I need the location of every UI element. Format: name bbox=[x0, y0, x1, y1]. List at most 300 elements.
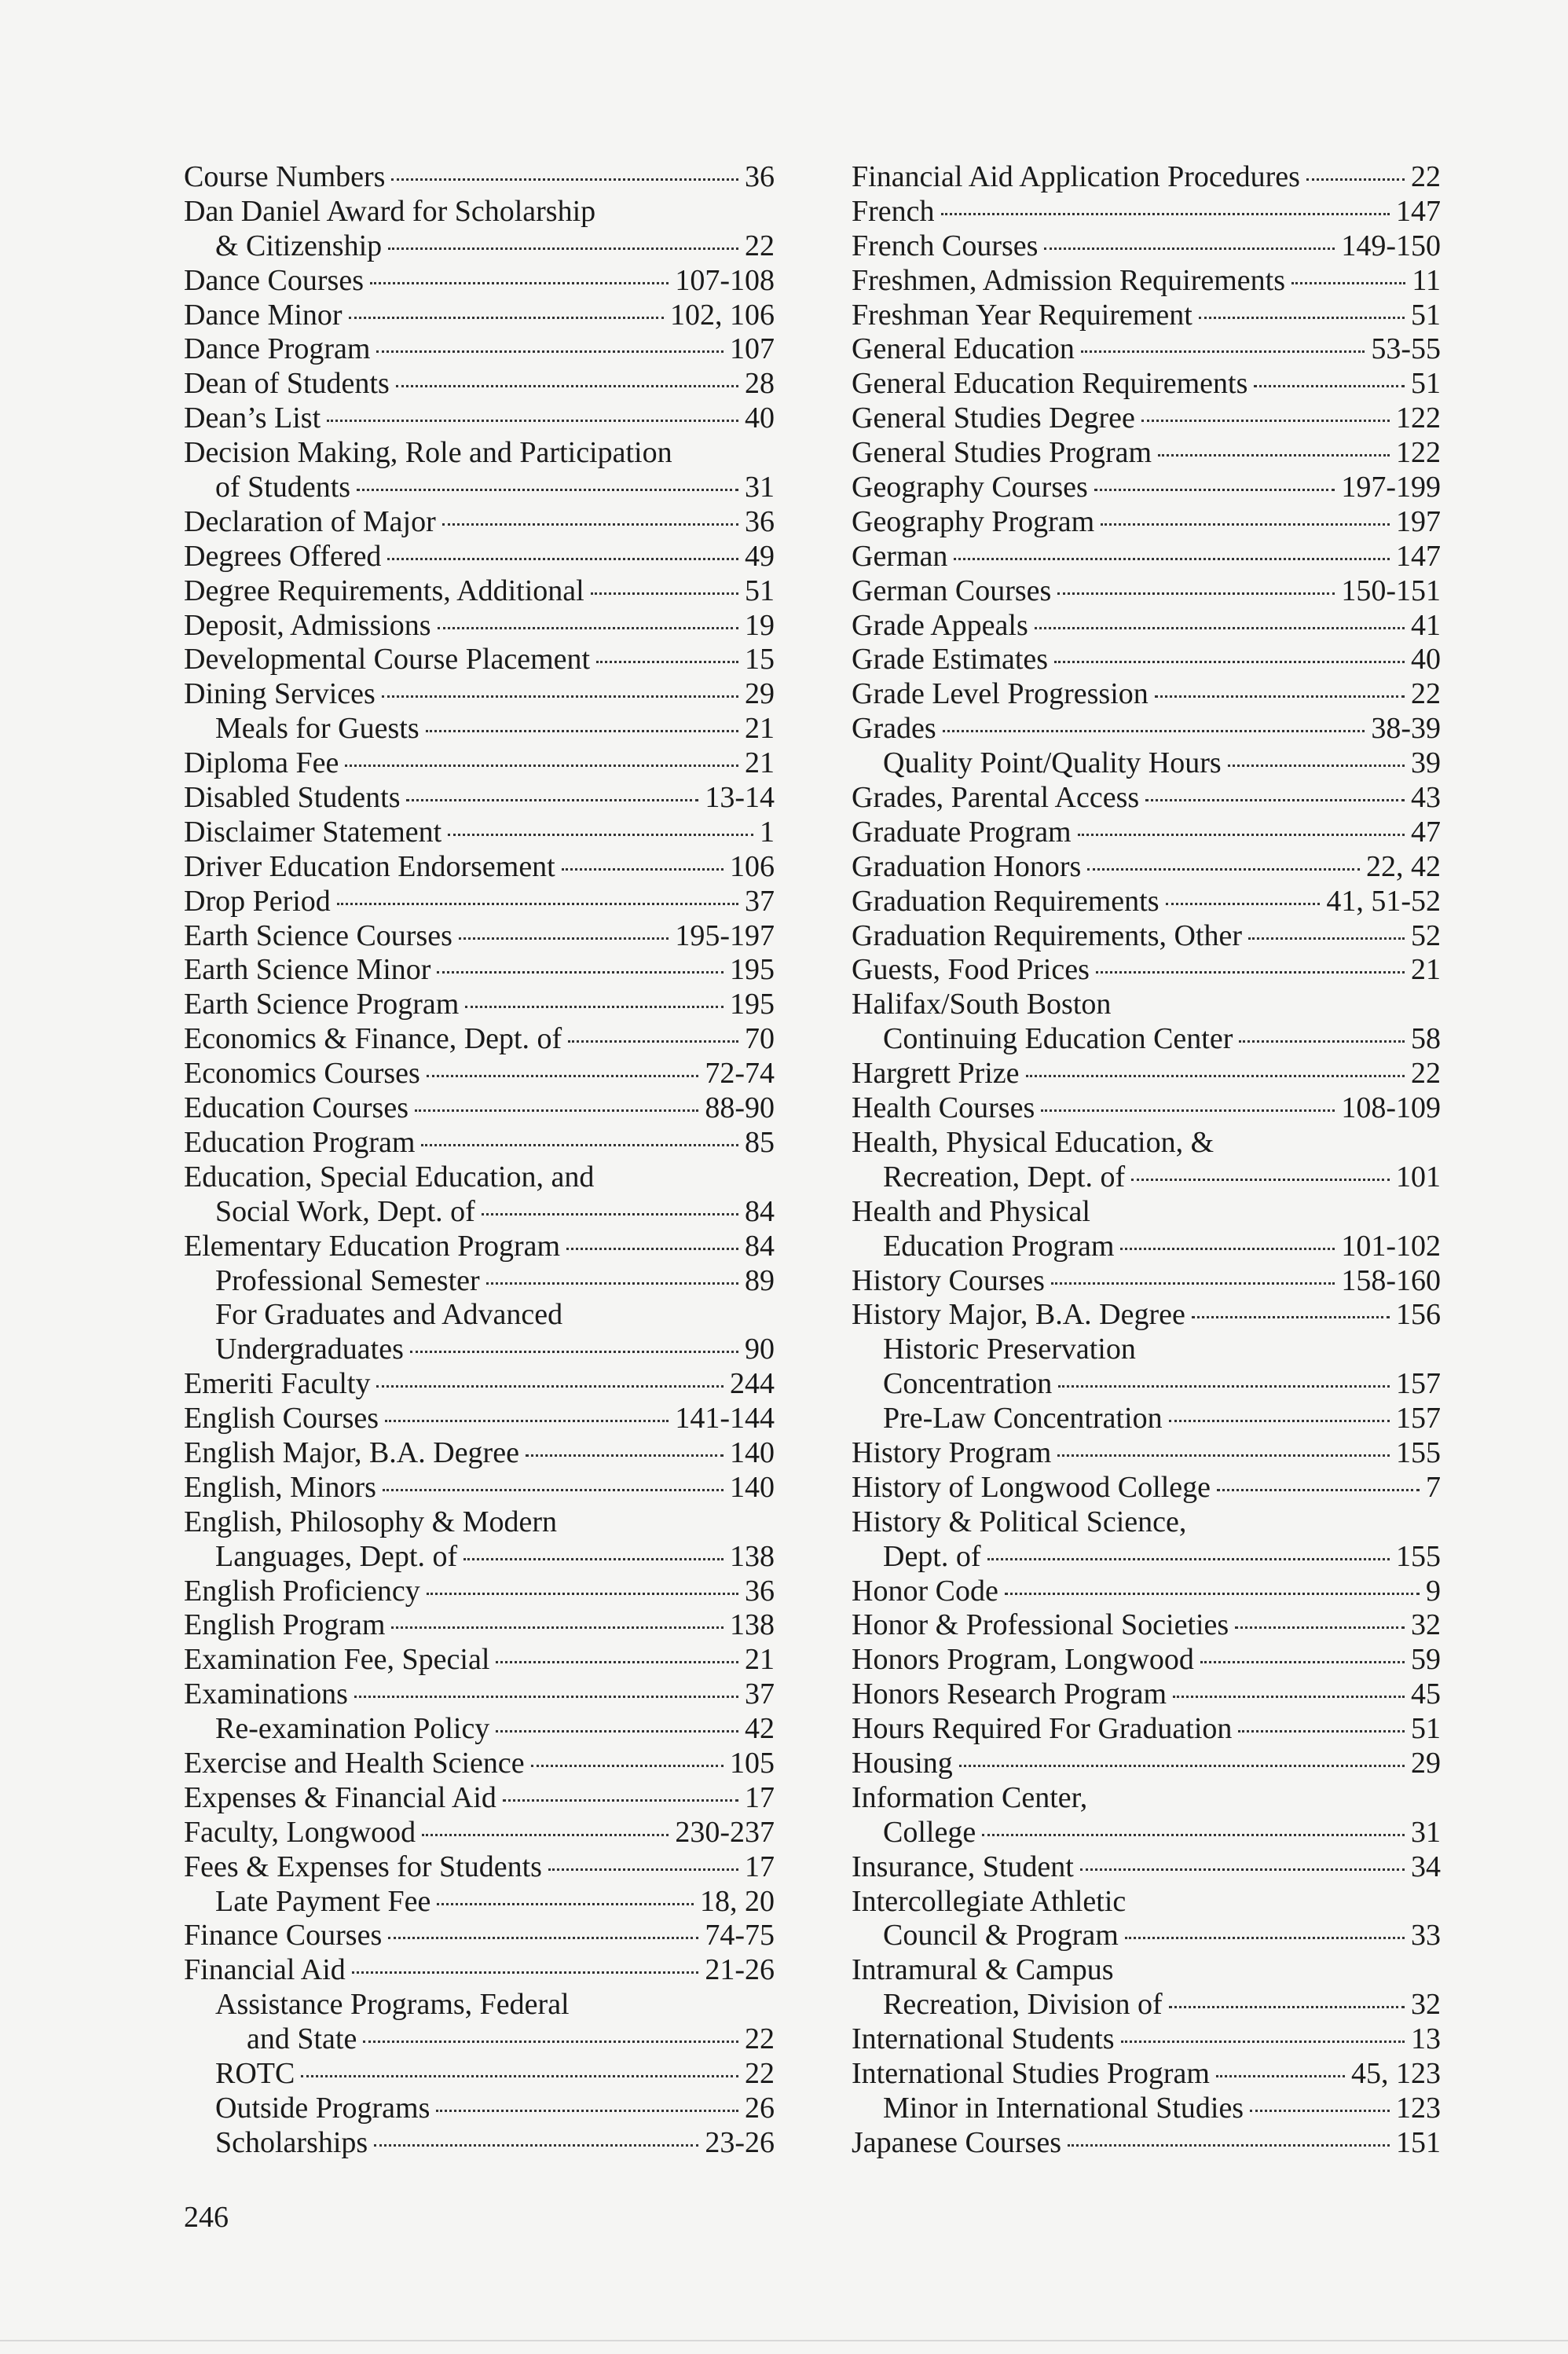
index-entry-label: Freshman Year Requirement bbox=[852, 298, 1192, 332]
index-entry bbox=[184, 2092, 775, 2126]
index-entry-label: Graduation Requirements bbox=[852, 884, 1160, 918]
index-entry-label: History & Political Science, bbox=[852, 1505, 1187, 1538]
index-entry bbox=[852, 1160, 1441, 1195]
index-entry bbox=[184, 643, 775, 677]
index-entry bbox=[852, 1505, 1441, 1540]
index-entry bbox=[184, 505, 775, 540]
index-entry bbox=[852, 850, 1441, 885]
index-entry-label: Graduation Honors bbox=[852, 849, 1082, 883]
index-entry-page: 41, 51-52 bbox=[1326, 884, 1441, 918]
dot-leader bbox=[1087, 868, 1360, 871]
index-column-left bbox=[184, 160, 775, 2161]
index-entry bbox=[852, 1712, 1441, 1747]
index-entry bbox=[852, 436, 1441, 471]
index-entry-label: Examination Fee, Special bbox=[184, 1643, 490, 1677]
index-entry-label: Geography Program bbox=[852, 504, 1095, 538]
dot-leader bbox=[427, 1075, 699, 1077]
index-entry-label: French Courses bbox=[852, 229, 1039, 262]
dot-leader bbox=[1235, 1626, 1405, 1629]
dot-leader bbox=[345, 764, 738, 767]
index-entry bbox=[852, 953, 1441, 988]
index-entry-page: 244 bbox=[730, 1367, 775, 1401]
index-entry-label: General Education bbox=[852, 332, 1075, 366]
index-entry-page: 105 bbox=[730, 1746, 775, 1780]
index-entry-label: Honors Research Program bbox=[852, 1678, 1167, 1711]
index-entry-label: Developmental Course Placement bbox=[184, 643, 591, 676]
index-entry-page: 156 bbox=[1396, 1298, 1441, 1332]
index-entry bbox=[184, 885, 775, 919]
index-entry bbox=[184, 850, 775, 885]
dot-leader bbox=[437, 971, 724, 974]
index-entry-label: Dining Services bbox=[184, 677, 376, 711]
dot-leader bbox=[1239, 1040, 1405, 1043]
index-entry bbox=[852, 816, 1441, 850]
dot-leader bbox=[1121, 2040, 1405, 2043]
dot-leader bbox=[1250, 2110, 1390, 2112]
index-entry-page: 22 bbox=[745, 2022, 775, 2056]
dot-leader bbox=[357, 489, 738, 491]
index-entry-label: College bbox=[883, 1815, 976, 1849]
dot-leader bbox=[385, 1420, 669, 1422]
index-entry bbox=[852, 540, 1441, 574]
index-entry bbox=[852, 643, 1441, 677]
index-entry-page: 40 bbox=[745, 402, 775, 435]
index-entry bbox=[852, 1367, 1441, 1402]
index-entry-label: & Citizenship bbox=[215, 229, 383, 262]
index-entry bbox=[184, 332, 775, 367]
index-entry-label: International Studies Program bbox=[852, 2056, 1210, 2090]
index-entry bbox=[184, 919, 775, 954]
index-entry-label: Exercise and Health Science bbox=[184, 1746, 525, 1780]
index-entry-label: Education Program bbox=[184, 1125, 416, 1159]
index-entry-page: 34 bbox=[1411, 1850, 1441, 1883]
index-entry bbox=[852, 2022, 1441, 2057]
index-entry-page: 13-14 bbox=[705, 781, 775, 815]
index-entry-label: Diploma Fee bbox=[184, 746, 339, 780]
index-entry-label: Driver Education Endorsement bbox=[184, 849, 555, 883]
index-entry-page: 155 bbox=[1396, 1539, 1441, 1573]
dot-leader bbox=[941, 213, 1390, 215]
index-entry-page: 197-199 bbox=[1341, 471, 1441, 504]
index-entry bbox=[852, 1091, 1441, 1126]
index-entry bbox=[184, 1643, 775, 1678]
dot-leader bbox=[596, 661, 738, 663]
dot-leader bbox=[1057, 1454, 1390, 1457]
index-entry bbox=[184, 1505, 775, 1540]
index-entry-label: Quality Point/Quality Hours bbox=[883, 746, 1222, 780]
dot-leader bbox=[1094, 489, 1335, 491]
index-entry bbox=[852, 919, 1441, 954]
index-entry-page: 107 bbox=[730, 332, 775, 366]
index-entry-page: 52 bbox=[1411, 918, 1441, 952]
index-entry bbox=[852, 471, 1441, 505]
index-entry-label: Recreation, Division of bbox=[883, 1988, 1163, 2022]
index-entry-page: 22 bbox=[1411, 160, 1441, 193]
index-entry-label: Dance Minor bbox=[184, 298, 343, 332]
dot-leader bbox=[1254, 385, 1405, 387]
index-entry-label: History of Longwood College bbox=[852, 1470, 1211, 1504]
index-entry bbox=[852, 1575, 1441, 1609]
dot-leader bbox=[591, 592, 738, 595]
index-entry-label: Undergraduates bbox=[215, 1333, 404, 1366]
index-entry-page: 1 bbox=[760, 815, 775, 849]
dot-leader bbox=[1120, 1248, 1335, 1250]
index-entry bbox=[184, 402, 775, 436]
index-entry-label: Council & Program bbox=[883, 1919, 1119, 1952]
index-entry bbox=[852, 1022, 1441, 1057]
index-entry-page: 18, 20 bbox=[700, 1884, 775, 1918]
dot-leader bbox=[1068, 2144, 1390, 2147]
index-entry-page: 49 bbox=[745, 539, 775, 573]
index-entry-label: Geography Courses bbox=[852, 471, 1088, 504]
dot-leader bbox=[954, 558, 1390, 560]
dot-leader bbox=[1058, 1385, 1390, 1388]
index-entry-page: 21 bbox=[745, 1643, 775, 1677]
index-entry bbox=[852, 2092, 1441, 2126]
dot-leader bbox=[1169, 2006, 1405, 2008]
index-entry bbox=[852, 229, 1441, 264]
dot-leader bbox=[426, 730, 738, 732]
index-entry-label: General Studies Degree bbox=[852, 402, 1135, 435]
index-entry-page: 22, 42 bbox=[1366, 849, 1441, 883]
dot-leader bbox=[566, 1248, 738, 1250]
index-entry-page: 140 bbox=[730, 1436, 775, 1469]
dot-leader bbox=[1155, 695, 1405, 698]
index-entry bbox=[852, 1057, 1441, 1091]
dot-leader bbox=[437, 1903, 694, 1905]
index-entry-page: 101 bbox=[1396, 1160, 1441, 1194]
index-entry-page: 41 bbox=[1411, 608, 1441, 642]
index-entry bbox=[184, 299, 775, 333]
index-entry bbox=[184, 1264, 775, 1299]
index-entry bbox=[184, 1712, 775, 1747]
index-entry-label: Financial Aid Application Procedures bbox=[852, 160, 1300, 193]
dot-leader bbox=[548, 1868, 738, 1871]
index-entry-page: 51 bbox=[1411, 1712, 1441, 1746]
index-entry-label: English Major, B.A. Degree bbox=[184, 1436, 519, 1469]
dot-leader bbox=[438, 627, 738, 629]
index-entry-page: 29 bbox=[1411, 1746, 1441, 1780]
index-entry-label: Scholarships bbox=[215, 2125, 368, 2159]
index-entry-page: 147 bbox=[1396, 539, 1441, 573]
index-entry bbox=[184, 746, 775, 781]
index-entry-page: 90 bbox=[745, 1333, 775, 1366]
index-entry-label: Concentration bbox=[883, 1367, 1053, 1401]
index-entry-label: History Courses bbox=[852, 1263, 1045, 1297]
dot-leader bbox=[959, 1765, 1405, 1767]
index-entry-label: Housing bbox=[852, 1746, 953, 1780]
index-entry bbox=[852, 1608, 1441, 1643]
index-entry-page: 36 bbox=[745, 504, 775, 538]
index-entry-page: 88-90 bbox=[705, 1091, 775, 1125]
index-entry-page: 51 bbox=[745, 574, 775, 607]
index-entry-label: Dan Daniel Award for Scholarship bbox=[184, 194, 596, 228]
index-entry-page: 84 bbox=[745, 1229, 775, 1263]
index-entry-page: 15 bbox=[745, 643, 775, 676]
index-entry-page: 195 bbox=[730, 953, 775, 987]
index-entry bbox=[184, 1436, 775, 1471]
index-entry bbox=[184, 781, 775, 816]
index-entry-label: Guests, Food Prices bbox=[852, 953, 1090, 987]
index-entry-label: Dept. of bbox=[883, 1539, 981, 1573]
dot-leader bbox=[1238, 1730, 1405, 1732]
index-entry bbox=[184, 1471, 775, 1505]
dot-leader bbox=[376, 350, 724, 353]
index-entry bbox=[852, 1816, 1441, 1850]
index-entry bbox=[852, 1333, 1441, 1367]
dot-leader bbox=[391, 1626, 724, 1629]
dot-leader bbox=[406, 799, 698, 801]
index-entry-label: Dance Program bbox=[184, 332, 371, 366]
index-entry-page: 138 bbox=[730, 1539, 775, 1573]
index-entry-label: English Proficiency bbox=[184, 1574, 420, 1608]
index-entry-label: ROTC bbox=[215, 2056, 295, 2090]
dot-leader bbox=[396, 385, 738, 387]
dot-leader bbox=[943, 730, 1365, 732]
index-entry bbox=[184, 1195, 775, 1230]
index-entry bbox=[852, 885, 1441, 919]
dot-leader bbox=[370, 282, 669, 284]
index-entry-label: Decision Making, Role and Participation bbox=[184, 436, 672, 470]
index-entry bbox=[852, 1643, 1441, 1678]
index-entry-page: 32 bbox=[1411, 1988, 1441, 2022]
index-entry-label: Languages, Dept. of bbox=[215, 1539, 458, 1573]
index-entry-page: 11 bbox=[1412, 263, 1441, 297]
index-entry-label: Intramural & Campus bbox=[852, 1953, 1114, 1987]
dot-leader bbox=[1054, 661, 1405, 663]
page-number: 246 bbox=[184, 2201, 229, 2234]
index-entry bbox=[852, 1402, 1441, 1436]
dot-leader bbox=[1199, 317, 1405, 319]
dot-leader bbox=[327, 420, 738, 422]
index-entry bbox=[184, 1885, 775, 1920]
index-entry bbox=[852, 1298, 1441, 1333]
dot-leader bbox=[442, 523, 738, 526]
index-entry-page: 107-108 bbox=[675, 263, 775, 297]
dot-leader bbox=[427, 1593, 738, 1595]
index-entry-page: 32 bbox=[1411, 1608, 1441, 1642]
index-entry bbox=[184, 1678, 775, 1712]
index-entry-page: 157 bbox=[1396, 1402, 1441, 1436]
index-entry bbox=[184, 1298, 775, 1333]
index-entry bbox=[184, 1022, 775, 1057]
index-entry-page: 17 bbox=[745, 1850, 775, 1883]
dot-leader bbox=[448, 834, 753, 836]
index-entry-page: 21 bbox=[745, 746, 775, 780]
index-entry-label: Hours Required For Graduation bbox=[852, 1712, 1233, 1746]
dot-leader bbox=[568, 1040, 738, 1043]
index-entry-label: Minor in International Studies bbox=[883, 2091, 1244, 2125]
index-entry bbox=[184, 1230, 775, 1264]
index-entry-label: Earth Science Courses bbox=[184, 918, 452, 952]
dot-leader bbox=[1166, 903, 1321, 905]
index-entry-label: Degree Requirements, Additional bbox=[184, 574, 584, 607]
index-entry-label: Emeriti Faculty bbox=[184, 1367, 371, 1401]
index-entry bbox=[852, 1436, 1441, 1471]
dot-leader bbox=[1005, 1593, 1420, 1595]
index-entry-label: Deposit, Admissions bbox=[184, 608, 431, 642]
dot-leader bbox=[987, 1558, 1390, 1560]
index-entry-label: Economics Courses bbox=[184, 1057, 420, 1091]
dot-leader bbox=[1051, 1282, 1335, 1285]
dot-leader bbox=[982, 1834, 1405, 1836]
index-entry-label: Japanese Courses bbox=[852, 2125, 1061, 2159]
index-entry bbox=[184, 712, 775, 746]
index-entry-label: Intercollegiate Athletic bbox=[852, 1884, 1127, 1918]
index-entry bbox=[184, 2126, 775, 2161]
dot-leader bbox=[1080, 1868, 1405, 1871]
index-entry-label: Grade Appeals bbox=[852, 608, 1028, 642]
index-entry-label: Finance Courses bbox=[184, 1919, 383, 1952]
dot-leader bbox=[391, 178, 738, 181]
index-entry bbox=[184, 367, 775, 402]
index-entry-label: English, Minors bbox=[184, 1470, 376, 1504]
dot-leader bbox=[374, 2144, 698, 2147]
index-entry-label: Education Courses bbox=[184, 1091, 409, 1125]
index-entry-page: 195 bbox=[730, 988, 775, 1021]
index-entry-page: 47 bbox=[1411, 815, 1441, 849]
index-entry-label: Grade Level Progression bbox=[852, 677, 1149, 711]
index-entry-page: 197 bbox=[1396, 504, 1441, 538]
dot-leader bbox=[415, 1109, 698, 1112]
dot-leader bbox=[301, 2075, 738, 2077]
index-entry bbox=[184, 1953, 775, 1988]
dot-leader bbox=[526, 1454, 724, 1457]
index-entry-label: Education Program bbox=[883, 1229, 1115, 1263]
dot-leader bbox=[1101, 523, 1390, 526]
index-entry-label: Halifax/South Boston bbox=[852, 988, 1112, 1021]
index-entry bbox=[184, 1816, 775, 1850]
dot-leader bbox=[422, 1834, 669, 1836]
index-entry bbox=[852, 1195, 1441, 1230]
index-entry-label: Financial Aid bbox=[184, 1953, 346, 1987]
index-entry-page: 155 bbox=[1396, 1436, 1441, 1469]
index-entry-label: Dean of Students bbox=[184, 367, 390, 401]
dot-leader bbox=[1291, 282, 1405, 284]
index-entry bbox=[852, 746, 1441, 781]
index-entry-label: Honors Program, Longwood bbox=[852, 1643, 1194, 1677]
index-entry-page: 58 bbox=[1411, 1022, 1441, 1056]
index-entry bbox=[184, 2057, 775, 2092]
index-entry bbox=[852, 1988, 1441, 2022]
index-entry bbox=[184, 1747, 775, 1781]
index-entry-label: Graduation Requirements, Other bbox=[852, 918, 1243, 952]
index-entry-page: 36 bbox=[745, 160, 775, 193]
index-entry bbox=[852, 1471, 1441, 1505]
index-entry-label: Earth Science Program bbox=[184, 988, 460, 1021]
dot-leader bbox=[1216, 2075, 1345, 2077]
index-entry-page: 150-151 bbox=[1341, 574, 1441, 607]
index-entry bbox=[852, 402, 1441, 436]
dot-leader bbox=[376, 1385, 724, 1388]
index-entry-page: 45, 123 bbox=[1351, 2056, 1441, 2090]
dot-leader bbox=[352, 1971, 699, 1974]
index-entry bbox=[184, 160, 775, 195]
index-entry-label: German Courses bbox=[852, 574, 1052, 607]
index-entry-label: Outside Programs bbox=[215, 2091, 430, 2125]
index-entry bbox=[184, 1608, 775, 1643]
index-entry bbox=[184, 1367, 775, 1402]
index-entry bbox=[184, 436, 775, 471]
index-entry-label: English Program bbox=[184, 1608, 386, 1642]
index-entry-page: 147 bbox=[1396, 194, 1441, 228]
index-entry-label: International Students bbox=[852, 2022, 1115, 2056]
index-entry-label: Examinations bbox=[184, 1678, 348, 1711]
dot-leader bbox=[1041, 1109, 1335, 1112]
index-entry-page: 85 bbox=[745, 1125, 775, 1159]
index-entry-label: Economics & Finance, Dept. of bbox=[184, 1022, 562, 1056]
index-entry bbox=[184, 609, 775, 644]
index-entry-label: Health Courses bbox=[852, 1091, 1035, 1125]
index-entry-label: Declaration of Major bbox=[184, 504, 436, 538]
index-entry-page: 195-197 bbox=[675, 918, 775, 952]
index-entry-page: 9 bbox=[1426, 1574, 1441, 1608]
index-entry-page: 42 bbox=[745, 1712, 775, 1746]
index-entry-label: Dance Courses bbox=[184, 263, 364, 297]
index-entry-label: Freshmen, Admission Requirements bbox=[852, 263, 1286, 297]
index-entry-label: Recreation, Dept. of bbox=[883, 1160, 1126, 1194]
index-entry bbox=[852, 1678, 1441, 1712]
dot-leader bbox=[421, 1144, 738, 1146]
dot-leader bbox=[1173, 1696, 1405, 1698]
index-entry-page: 39 bbox=[1411, 746, 1441, 780]
dot-leader bbox=[387, 558, 738, 560]
index-entry bbox=[184, 1850, 775, 1885]
index-entry-label: Historic Preservation bbox=[883, 1333, 1136, 1366]
index-entry-label: of Students bbox=[215, 471, 351, 504]
index-entry-page: 138 bbox=[730, 1608, 775, 1642]
index-entry-label: Disclaimer Statement bbox=[184, 815, 442, 849]
index-entry-page: 31 bbox=[1411, 1815, 1441, 1849]
dot-leader bbox=[1035, 627, 1405, 629]
index-entry-label: History Program bbox=[852, 1436, 1052, 1469]
index-entry-label: Professional Semester bbox=[215, 1263, 480, 1297]
index-entry bbox=[852, 332, 1441, 367]
dot-leader bbox=[363, 2040, 738, 2043]
index-entry-label: Grade Estimates bbox=[852, 643, 1049, 676]
dot-leader bbox=[354, 1696, 738, 1698]
dot-leader bbox=[1200, 1661, 1405, 1663]
index-entry-label: English, Philosophy & Modern bbox=[184, 1505, 558, 1538]
index-entry-label: Late Payment Fee bbox=[215, 1884, 431, 1918]
index-entry bbox=[852, 160, 1441, 195]
index-entry bbox=[852, 712, 1441, 746]
dot-leader bbox=[1141, 420, 1390, 422]
dot-leader bbox=[388, 1937, 698, 1939]
index-entry-label: Degrees Offered bbox=[184, 539, 382, 573]
dot-leader bbox=[410, 1351, 738, 1353]
index-entry bbox=[184, 229, 775, 264]
index-entry bbox=[852, 1850, 1441, 1885]
dot-leader bbox=[1306, 178, 1405, 181]
index-entry-label: Pre-Law Concentration bbox=[883, 1402, 1163, 1436]
index-entry bbox=[852, 1126, 1441, 1160]
index-entry-page: 37 bbox=[745, 884, 775, 918]
index-entry-label: Re-examination Policy bbox=[215, 1712, 490, 1746]
index-entry-page: 102, 106 bbox=[670, 298, 775, 332]
index-entry-page: 53-55 bbox=[1371, 332, 1441, 366]
index-entry-page: 31 bbox=[745, 471, 775, 504]
index-entry-page: 21-26 bbox=[705, 1953, 775, 1987]
index-entry-page: 59 bbox=[1411, 1643, 1441, 1677]
index-entry-label: History Major, B.A. Degree bbox=[852, 1298, 1185, 1332]
index-entry-page: 157 bbox=[1396, 1367, 1441, 1401]
index-entry-label: Insurance, Student bbox=[852, 1850, 1074, 1883]
dot-leader bbox=[496, 1661, 738, 1663]
dot-leader bbox=[383, 1489, 724, 1491]
dot-leader bbox=[349, 317, 664, 319]
dot-leader bbox=[1248, 937, 1405, 940]
